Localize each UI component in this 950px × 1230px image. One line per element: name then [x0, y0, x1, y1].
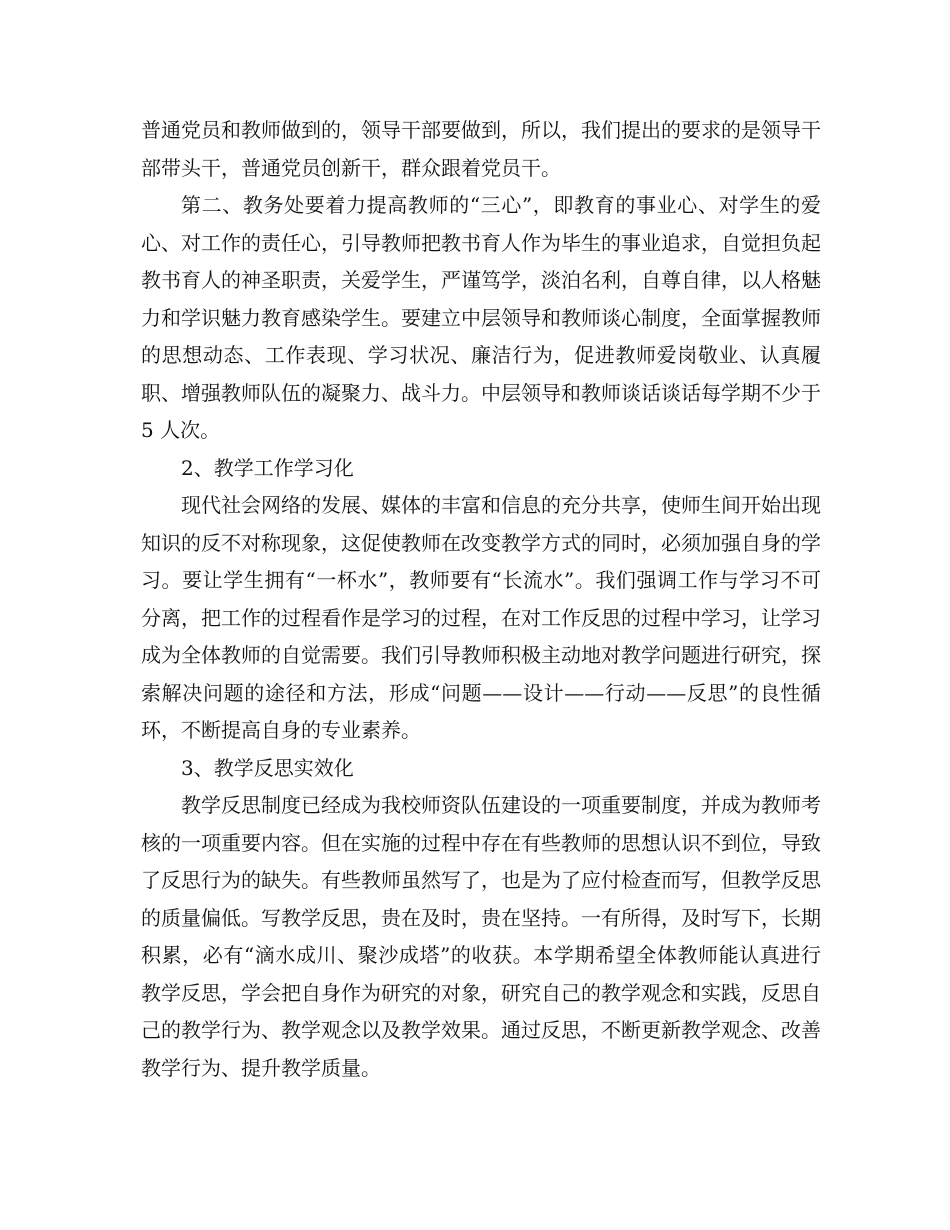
document-body — [141, 112, 821, 1087]
section-heading-3: 3、教学反思实效化 — [181, 755, 354, 780]
paragraph-three-hearts: 第二、教务处要着力提高教师的“三心”，即教育的事业心、对学生的爱心、对工作的责任心，引导教师把教书育人作为毕生的事业追求，自觉担负起教书育人的神圣职责，关爱学生，严谨笃学，淡泊名利，自尊自律，以人格魅力和学识魅力教育感染学生。要建立中层领导和教师谈心制度，全面掌握教师的思想动态、工作表现、学习状况、廉洁行为，促进教师爱岗敬业、认真履职、增强教师队伍的凝聚力、战斗力。中层领导和教师谈话谈话每学期不少于 5 人次。 — [141, 193, 821, 442]
paragraph-teaching-reflection: 教学反思制度已经成为我校师资队伍建设的一项重要制度，并成为教师考核的一项重要内容。但在实施的过程中存在有些教师的思想认识不到位，导致了反思行为的缺失。有些教师虽然写了，也是为了应付检查而写，但教学反思的质量偏低。写教学反思，贵在及时，贵在坚持。一有所得，及时写下，长期积累，必有“滴水成川、聚沙成塔”的收获。本学期希望全体教师能认真进行教学反思，学会把自身作为研究的对象，研究自己的教学观念和实践，反思自己的教学行为、教学观念以及教学效果。通过反思，不断更新教学观念、改善教学行为、提升教学质量。 — [141, 793, 821, 1080]
paragraph-continuation: 普通党员和教师做到的，领导干部要做到，所以，我们提出的要求的是领导干部带头干，普通党员创新干，群众跟着党员干。 — [141, 118, 821, 180]
paragraph-teaching-learning: 现代社会网络的发展、媒体的丰富和信息的充分共享，使师生间开始出现知识的反不对称现象，这促使教师在改变教学方式的同时，必须加强自身的学习。要让学生拥有“一杯水”，教师要有“长流水”。我们强调工作与学习不可分离，把工作的过程看作是学习的过程，在对工作反思的过程中学习，让学习成为全体教师的自觉需要。我们引导教师积极主动地对教学问题进行研究，探索解决问题的途径和方法，形成“问题——设计——行动——反思”的良性循环，不断提高自身的专业素养。 — [141, 493, 821, 742]
section-heading-2: 2、教学工作学习化 — [181, 455, 354, 480]
